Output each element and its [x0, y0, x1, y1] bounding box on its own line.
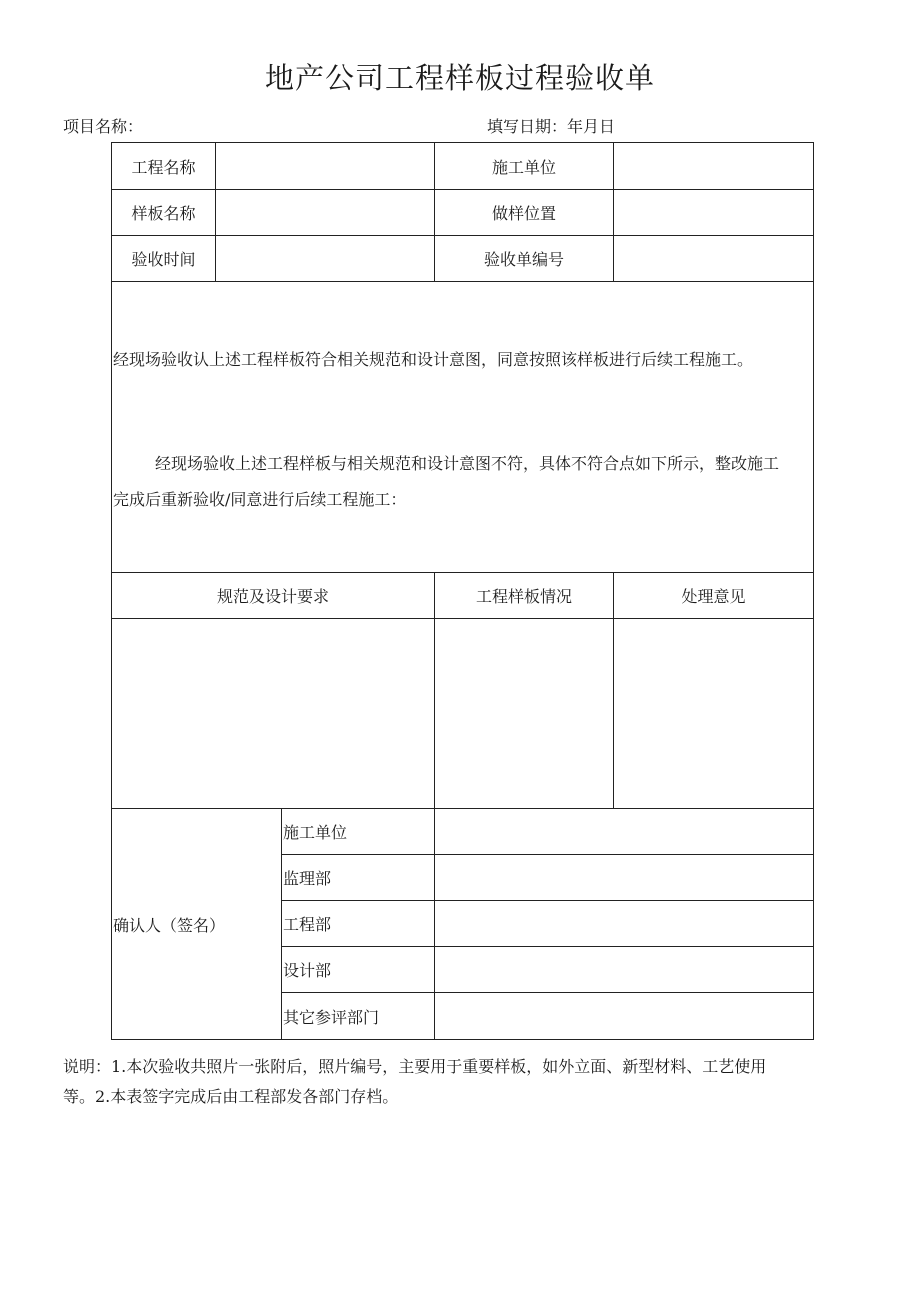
notes-section [63, 1052, 813, 1112]
signoff-signature-design[interactable] [435, 947, 814, 993]
project-name-label: 项目名称： [63, 117, 144, 136]
signoff-dept-supervision: 监理部 [282, 855, 435, 901]
contractor-label-cell: 施工单位 [435, 143, 614, 190]
handling-opinion-header: 处理意见 [614, 573, 814, 619]
form-number-field[interactable] [614, 236, 814, 282]
sample-condition-header: 工程样板情况 [435, 573, 614, 619]
contractor-field[interactable] [614, 143, 814, 190]
form-number-label-cell: 验收单编号 [435, 236, 614, 282]
signoff-dept-engineering: 工程部 [282, 901, 435, 947]
sample-name-label-cell: 样板名称 [112, 190, 216, 236]
spec-requirements-field[interactable] [112, 619, 435, 809]
conclusion-row [112, 282, 814, 573]
sample-location-label-cell: 做样位置 [435, 190, 614, 236]
issues-header-row [112, 573, 814, 619]
signoff-dept-contractor: 施工单位 [282, 809, 435, 855]
sample-condition-field[interactable] [435, 619, 614, 809]
signoff-row [112, 809, 814, 855]
acceptance-time-field[interactable] [216, 236, 435, 282]
handling-opinion-field[interactable] [614, 619, 814, 809]
sample-location-field[interactable] [614, 190, 814, 236]
signoff-signature-other[interactable] [435, 993, 814, 1040]
signoff-dept-other: 其它参评部门 [282, 993, 435, 1040]
project-name-label-cell: 工程名称 [112, 143, 216, 190]
info-row [112, 143, 814, 190]
acceptance-time-label-cell: 验收时间 [112, 236, 216, 282]
signoff-signature-engineering[interactable] [435, 901, 814, 947]
notes-line-1: 说明：1.本次验收共照片一张附后，照片编号，主要用于重要样板，如外立面、新型材料、工艺使用 [63, 1057, 767, 1076]
fill-date-label: 填写日期：年月日 [487, 117, 616, 136]
spec-requirements-header: 规范及设计要求 [112, 573, 435, 619]
document-title: 地产公司工程样板过程验收单 [264, 61, 655, 95]
signoff-label: 确认人（签名） [112, 809, 282, 1040]
fail-conclusion-text-line1: 经现场验收上述工程样板与相关规范和设计意图不符，具体不符合点如下所示，整改施工 [155, 454, 780, 473]
info-row [112, 236, 814, 282]
fail-conclusion-text-line2: 完成后重新验收/同意进行后续工程施工： [113, 490, 407, 509]
issues-body-row [112, 619, 814, 809]
info-row [112, 190, 814, 236]
conclusion-cell [112, 282, 814, 573]
signoff-signature-supervision[interactable] [435, 855, 814, 901]
pass-conclusion-text: 经现场验收认上述工程样板符合相关规范和设计意图，同意按照该样板进行后续工程施工。 [113, 350, 754, 369]
signoff-signature-contractor[interactable] [435, 809, 814, 855]
signoff-dept-design: 设计部 [282, 947, 435, 993]
acceptance-form-table [111, 142, 814, 1040]
notes-line-2: 等。2.本表签字完成后由工程部发各部门存档。 [63, 1087, 399, 1106]
sample-name-field[interactable] [216, 190, 435, 236]
project-name-field[interactable] [216, 143, 435, 190]
